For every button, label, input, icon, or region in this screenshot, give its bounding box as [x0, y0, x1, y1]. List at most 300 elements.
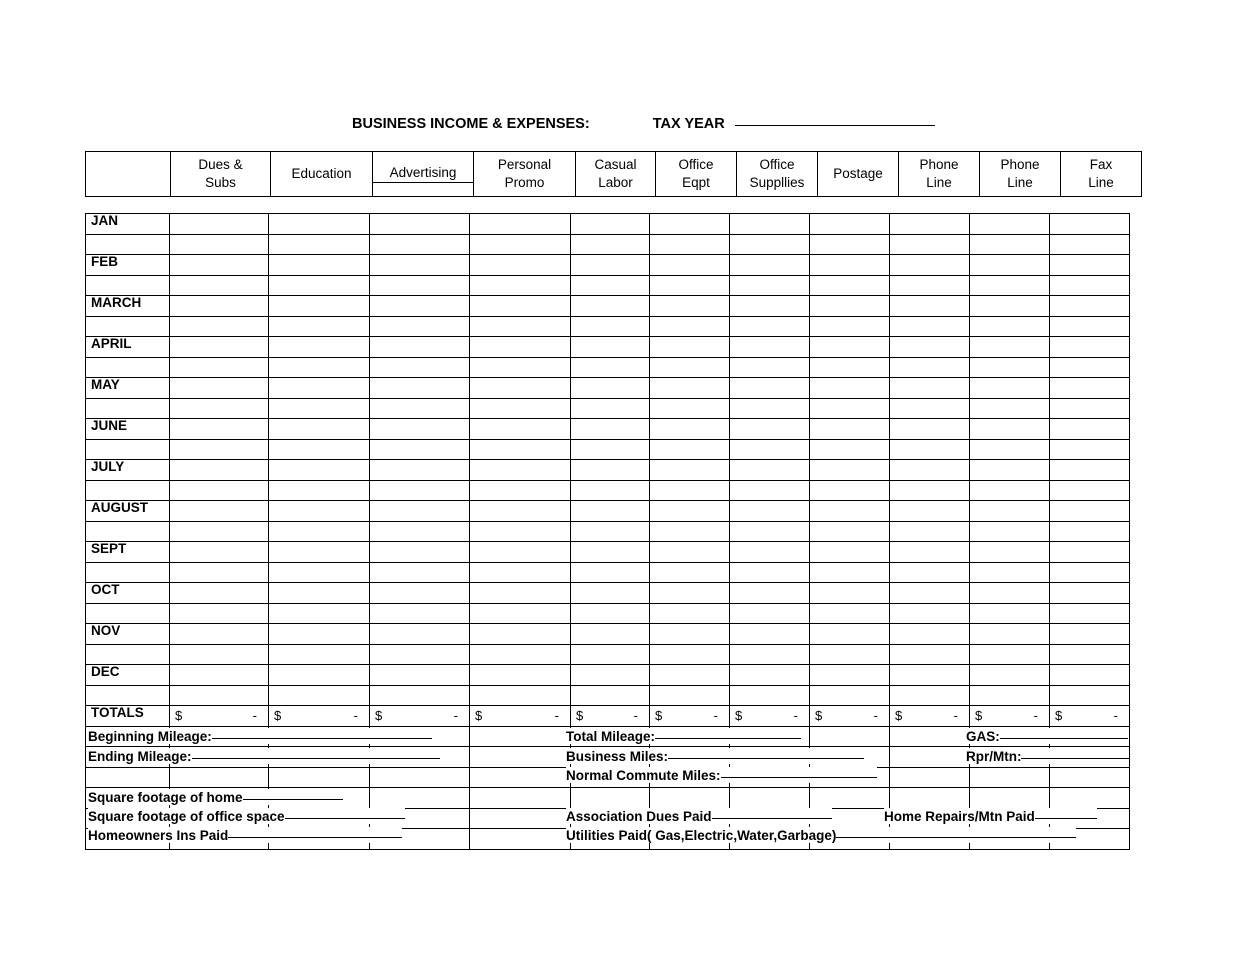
entry-cell[interactable]: [650, 583, 730, 604]
entry-cell[interactable]: [650, 562, 730, 583]
home-repairs-field[interactable]: Home Repairs/Mtn Paid: [884, 808, 1097, 824]
entry-cell[interactable]: [970, 480, 1050, 501]
entry-cell[interactable]: [370, 296, 470, 317]
entry-cell[interactable]: [1050, 337, 1130, 358]
entry-cell[interactable]: [730, 378, 810, 399]
entry-cell[interactable]: [470, 562, 571, 583]
entry-cell[interactable]: [1050, 419, 1130, 440]
entry-cell[interactable]: [970, 357, 1050, 378]
entry-cell[interactable]: [970, 644, 1050, 665]
entry-cell[interactable]: [470, 644, 571, 665]
entry-cell[interactable]: [730, 460, 810, 481]
entry-cell[interactable]: [730, 603, 810, 624]
entry-cell[interactable]: [730, 542, 810, 563]
entry-cell[interactable]: [890, 562, 970, 583]
entry-cell[interactable]: [170, 562, 269, 583]
entry-cell[interactable]: [470, 583, 571, 604]
entry-cell[interactable]: [470, 439, 571, 460]
entry-cell[interactable]: [571, 398, 650, 419]
entry-cell[interactable]: [650, 357, 730, 378]
entry-cell[interactable]: [370, 378, 470, 399]
entry-cell[interactable]: [970, 501, 1050, 522]
entry-cell[interactable]: [890, 521, 970, 542]
entry-cell[interactable]: [730, 480, 810, 501]
entry-cell[interactable]: [810, 337, 890, 358]
utilities-paid-field[interactable]: Utilities Paid( Gas,Electric,Water,Garbage): [566, 827, 1076, 843]
entry-cell[interactable]: [470, 234, 571, 255]
entry-cell[interactable]: [370, 685, 470, 706]
entry-cell[interactable]: [170, 603, 269, 624]
entry-cell[interactable]: [370, 357, 470, 378]
entry-cell[interactable]: [86, 767, 170, 788]
entry-cell[interactable]: [370, 214, 470, 235]
entry-cell[interactable]: [170, 624, 269, 645]
entry-cell[interactable]: [170, 378, 269, 399]
association-dues-field[interactable]: Association Dues Paid: [566, 808, 832, 824]
entry-cell[interactable]: [730, 337, 810, 358]
entry-cell[interactable]: [890, 480, 970, 501]
entry-cell[interactable]: [650, 542, 730, 563]
entry-cell[interactable]: [650, 439, 730, 460]
entry-cell[interactable]: [571, 255, 650, 276]
entry-cell[interactable]: [269, 767, 370, 788]
entry-cell[interactable]: [1050, 214, 1130, 235]
entry-cell[interactable]: [269, 357, 370, 378]
entry-cell[interactable]: [970, 439, 1050, 460]
entry-cell[interactable]: [571, 419, 650, 440]
entry-cell[interactable]: [571, 357, 650, 378]
entry-cell[interactable]: [810, 296, 890, 317]
total-mileage-field[interactable]: Total Mileage:: [566, 728, 801, 744]
entry-cell[interactable]: [810, 726, 890, 747]
entry-cell[interactable]: [470, 829, 571, 850]
entry-cell[interactable]: [1050, 255, 1130, 276]
entry-cell[interactable]: [470, 542, 571, 563]
entry-cell[interactable]: [1050, 378, 1130, 399]
entry-cell[interactable]: [269, 583, 370, 604]
entry-cell[interactable]: [269, 624, 370, 645]
entry-cell[interactable]: [470, 480, 571, 501]
business-miles-field[interactable]: Business Miles:: [566, 748, 864, 764]
entry-cell[interactable]: [170, 583, 269, 604]
entry-cell[interactable]: [650, 603, 730, 624]
entry-cell[interactable]: [170, 337, 269, 358]
entry-cell[interactable]: [890, 316, 970, 337]
entry-cell[interactable]: [170, 644, 269, 665]
entry-cell[interactable]: [571, 685, 650, 706]
entry-cell[interactable]: [1050, 275, 1130, 296]
entry-cell[interactable]: [269, 255, 370, 276]
beginning-mileage-field[interactable]: Beginning Mileage:: [88, 728, 432, 744]
entry-cell[interactable]: [890, 583, 970, 604]
entry-cell[interactable]: [650, 624, 730, 645]
entry-cell[interactable]: [571, 501, 650, 522]
entry-cell[interactable]: [170, 398, 269, 419]
entry-cell[interactable]: [370, 583, 470, 604]
entry-cell[interactable]: [470, 726, 571, 747]
entry-cell[interactable]: [370, 234, 470, 255]
entry-cell[interactable]: [269, 542, 370, 563]
entry-cell[interactable]: [1050, 542, 1130, 563]
entry-cell[interactable]: [1050, 234, 1130, 255]
entry-cell[interactable]: [650, 419, 730, 440]
entry-cell[interactable]: [810, 316, 890, 337]
entry-cell[interactable]: [970, 296, 1050, 317]
entry-cell[interactable]: [810, 419, 890, 440]
entry-cell[interactable]: [571, 480, 650, 501]
entry-cell[interactable]: [470, 337, 571, 358]
entry-cell[interactable]: [571, 788, 650, 809]
entry-cell[interactable]: [470, 378, 571, 399]
entry-cell[interactable]: [970, 542, 1050, 563]
entry-cell[interactable]: [370, 439, 470, 460]
entry-cell[interactable]: [1050, 439, 1130, 460]
entry-cell[interactable]: [571, 316, 650, 337]
entry-cell[interactable]: [730, 275, 810, 296]
entry-cell[interactable]: [650, 234, 730, 255]
entry-cell[interactable]: [650, 296, 730, 317]
entry-cell[interactable]: [571, 234, 650, 255]
entry-cell[interactable]: [269, 378, 370, 399]
entry-cell[interactable]: [470, 255, 571, 276]
entry-cell[interactable]: [370, 337, 470, 358]
homeowners-ins-field[interactable]: Homeowners Ins Paid: [88, 827, 402, 843]
entry-cell[interactable]: [890, 214, 970, 235]
entry-cell[interactable]: [571, 603, 650, 624]
entry-cell[interactable]: [571, 665, 650, 686]
entry-cell[interactable]: [970, 234, 1050, 255]
entry-cell[interactable]: [970, 788, 1050, 809]
entry-cell[interactable]: [269, 296, 370, 317]
entry-cell[interactable]: [890, 685, 970, 706]
entry-cell[interactable]: [730, 501, 810, 522]
entry-cell[interactable]: [170, 255, 269, 276]
entry-cell[interactable]: [650, 788, 730, 809]
entry-cell[interactable]: [370, 788, 470, 809]
entry-cell[interactable]: [650, 521, 730, 542]
entry-cell[interactable]: [1050, 788, 1130, 809]
entry-cell[interactable]: [810, 665, 890, 686]
entry-cell[interactable]: [269, 603, 370, 624]
entry-cell[interactable]: [370, 501, 470, 522]
entry-cell[interactable]: [890, 296, 970, 317]
entry-cell[interactable]: [470, 747, 571, 768]
entry-cell[interactable]: [810, 234, 890, 255]
entry-cell[interactable]: [470, 624, 571, 645]
entry-cell[interactable]: [890, 419, 970, 440]
entry-cell[interactable]: [970, 460, 1050, 481]
entry-cell[interactable]: [810, 439, 890, 460]
entry-cell[interactable]: [269, 644, 370, 665]
entry-cell[interactable]: [810, 480, 890, 501]
entry-cell[interactable]: [470, 316, 571, 337]
entry-cell[interactable]: [470, 685, 571, 706]
entry-cell[interactable]: [370, 542, 470, 563]
entry-cell[interactable]: [370, 275, 470, 296]
entry-cell[interactable]: [170, 234, 269, 255]
entry-cell[interactable]: [650, 398, 730, 419]
entry-cell[interactable]: [571, 378, 650, 399]
entry-cell[interactable]: [970, 767, 1050, 788]
ending-mileage-field[interactable]: Ending Mileage:: [88, 748, 440, 764]
entry-cell[interactable]: [571, 624, 650, 645]
entry-cell[interactable]: [370, 255, 470, 276]
entry-cell[interactable]: [571, 521, 650, 542]
entry-cell[interactable]: [730, 685, 810, 706]
entry-cell[interactable]: [650, 460, 730, 481]
entry-cell[interactable]: [810, 398, 890, 419]
entry-cell[interactable]: [890, 357, 970, 378]
rpr-mtn-field[interactable]: Rpr/Mtn:: [966, 748, 1129, 764]
entry-cell[interactable]: [810, 501, 890, 522]
entry-cell[interactable]: [571, 275, 650, 296]
entry-cell[interactable]: [1050, 316, 1130, 337]
entry-cell[interactable]: [170, 316, 269, 337]
entry-cell[interactable]: [810, 255, 890, 276]
entry-cell[interactable]: [1050, 398, 1130, 419]
entry-cell[interactable]: [571, 337, 650, 358]
entry-cell[interactable]: [269, 234, 370, 255]
entry-cell[interactable]: [810, 562, 890, 583]
entry-cell[interactable]: [170, 685, 269, 706]
entry-cell[interactable]: [890, 255, 970, 276]
entry-cell[interactable]: [730, 644, 810, 665]
entry-cell[interactable]: [1050, 296, 1130, 317]
entry-cell[interactable]: [730, 255, 810, 276]
entry-cell[interactable]: [810, 788, 890, 809]
entry-cell[interactable]: [1050, 357, 1130, 378]
entry-cell[interactable]: [370, 316, 470, 337]
entry-cell[interactable]: [370, 562, 470, 583]
entry-cell[interactable]: [890, 603, 970, 624]
entry-cell[interactable]: [571, 644, 650, 665]
entry-cell[interactable]: [890, 234, 970, 255]
entry-cell[interactable]: [571, 562, 650, 583]
entry-cell[interactable]: [650, 378, 730, 399]
entry-cell[interactable]: [370, 398, 470, 419]
entry-cell[interactable]: [470, 501, 571, 522]
entry-cell[interactable]: [1050, 603, 1130, 624]
square-footage-office-field[interactable]: Square footage of office space: [88, 808, 405, 824]
entry-cell[interactable]: [370, 521, 470, 542]
entry-cell[interactable]: [810, 275, 890, 296]
entry-cell[interactable]: [970, 214, 1050, 235]
entry-cell[interactable]: [170, 214, 269, 235]
entry-cell[interactable]: [370, 480, 470, 501]
entry-cell[interactable]: [1050, 562, 1130, 583]
entry-cell[interactable]: [730, 419, 810, 440]
entry-cell[interactable]: [810, 603, 890, 624]
entry-cell[interactable]: [571, 583, 650, 604]
entry-cell[interactable]: [470, 275, 571, 296]
entry-cell[interactable]: [970, 255, 1050, 276]
entry-cell[interactable]: [730, 357, 810, 378]
gas-field[interactable]: GAS:: [966, 728, 1128, 744]
entry-cell[interactable]: [370, 665, 470, 686]
entry-cell[interactable]: [970, 419, 1050, 440]
entry-cell[interactable]: [970, 562, 1050, 583]
entry-cell[interactable]: [730, 583, 810, 604]
entry-cell[interactable]: [890, 644, 970, 665]
entry-cell[interactable]: [269, 439, 370, 460]
entry-cell[interactable]: [370, 644, 470, 665]
entry-cell[interactable]: [470, 398, 571, 419]
entry-cell[interactable]: [470, 665, 571, 686]
entry-cell[interactable]: [470, 419, 571, 440]
entry-cell[interactable]: [890, 624, 970, 645]
entry-cell[interactable]: [269, 665, 370, 686]
entry-cell[interactable]: [970, 337, 1050, 358]
entry-cell[interactable]: [269, 562, 370, 583]
entry-cell[interactable]: [810, 378, 890, 399]
entry-cell[interactable]: [269, 460, 370, 481]
entry-cell[interactable]: [269, 501, 370, 522]
entry-cell[interactable]: [810, 521, 890, 542]
entry-cell[interactable]: [1050, 583, 1130, 604]
entry-cell[interactable]: [170, 419, 269, 440]
entry-cell[interactable]: [810, 357, 890, 378]
entry-cell[interactable]: [730, 665, 810, 686]
entry-cell[interactable]: [1050, 480, 1130, 501]
entry-cell[interactable]: [370, 603, 470, 624]
entry-cell[interactable]: [890, 767, 970, 788]
entry-cell[interactable]: [1050, 644, 1130, 665]
entry-cell[interactable]: [170, 542, 269, 563]
entry-cell[interactable]: [269, 419, 370, 440]
entry-cell[interactable]: [810, 624, 890, 645]
entry-cell[interactable]: [470, 788, 571, 809]
entry-cell[interactable]: [269, 316, 370, 337]
entry-cell[interactable]: [170, 439, 269, 460]
entry-cell[interactable]: [730, 234, 810, 255]
entry-cell[interactable]: [470, 808, 571, 829]
entry-cell[interactable]: [1050, 501, 1130, 522]
entry-cell[interactable]: [370, 624, 470, 645]
entry-cell[interactable]: [370, 460, 470, 481]
entry-cell[interactable]: [470, 357, 571, 378]
square-footage-home-field[interactable]: Square footage of home: [88, 789, 343, 805]
entry-cell[interactable]: [730, 398, 810, 419]
entry-cell[interactable]: [730, 439, 810, 460]
entry-cell[interactable]: [890, 665, 970, 686]
entry-cell[interactable]: [890, 398, 970, 419]
entry-cell[interactable]: [269, 521, 370, 542]
entry-cell[interactable]: [650, 644, 730, 665]
entry-cell[interactable]: [1050, 685, 1130, 706]
entry-cell[interactable]: [1050, 665, 1130, 686]
entry-cell[interactable]: [370, 419, 470, 440]
entry-cell[interactable]: [269, 480, 370, 501]
entry-cell[interactable]: [170, 275, 269, 296]
entry-cell[interactable]: [890, 439, 970, 460]
entry-cell[interactable]: [890, 275, 970, 296]
entry-cell[interactable]: [890, 460, 970, 481]
entry-cell[interactable]: [970, 521, 1050, 542]
entry-cell[interactable]: [970, 398, 1050, 419]
entry-cell[interactable]: [650, 337, 730, 358]
entry-cell[interactable]: [571, 439, 650, 460]
entry-cell[interactable]: [170, 665, 269, 686]
entry-cell[interactable]: [650, 255, 730, 276]
entry-cell[interactable]: [370, 767, 470, 788]
entry-cell[interactable]: [269, 398, 370, 419]
entry-cell[interactable]: [810, 644, 890, 665]
entry-cell[interactable]: [810, 214, 890, 235]
entry-cell[interactable]: [650, 665, 730, 686]
entry-cell[interactable]: [730, 214, 810, 235]
entry-cell[interactable]: [170, 521, 269, 542]
entry-cell[interactable]: [170, 460, 269, 481]
entry-cell[interactable]: [650, 275, 730, 296]
entry-cell[interactable]: [970, 624, 1050, 645]
entry-cell[interactable]: [730, 624, 810, 645]
entry-cell[interactable]: [650, 685, 730, 706]
entry-cell[interactable]: [890, 542, 970, 563]
normal-commute-miles-field[interactable]: Normal Commute Miles:: [566, 767, 877, 783]
entry-cell[interactable]: [970, 378, 1050, 399]
entry-cell[interactable]: [650, 214, 730, 235]
entry-cell[interactable]: [1050, 521, 1130, 542]
entry-cell[interactable]: [170, 501, 269, 522]
entry-cell[interactable]: [571, 460, 650, 481]
entry-cell[interactable]: [890, 501, 970, 522]
entry-cell[interactable]: [571, 214, 650, 235]
entry-cell[interactable]: [650, 501, 730, 522]
entry-cell[interactable]: [470, 521, 571, 542]
entry-cell[interactable]: [730, 562, 810, 583]
entry-cell[interactable]: [269, 275, 370, 296]
entry-cell[interactable]: [571, 296, 650, 317]
entry-cell[interactable]: [269, 337, 370, 358]
entry-cell[interactable]: [730, 296, 810, 317]
entry-cell[interactable]: [1050, 624, 1130, 645]
entry-cell[interactable]: [810, 460, 890, 481]
entry-cell[interactable]: [571, 542, 650, 563]
entry-cell[interactable]: [970, 603, 1050, 624]
entry-cell[interactable]: [170, 296, 269, 317]
entry-cell[interactable]: [170, 357, 269, 378]
entry-cell[interactable]: [810, 542, 890, 563]
entry-cell[interactable]: [269, 685, 370, 706]
entry-cell[interactable]: [810, 685, 890, 706]
entry-cell[interactable]: [730, 521, 810, 542]
entry-cell[interactable]: [890, 726, 970, 747]
entry-cell[interactable]: [890, 378, 970, 399]
entry-cell[interactable]: [470, 296, 571, 317]
entry-cell[interactable]: [890, 337, 970, 358]
entry-cell[interactable]: [730, 788, 810, 809]
entry-cell[interactable]: [970, 275, 1050, 296]
entry-cell[interactable]: [890, 747, 970, 768]
entry-cell[interactable]: [970, 685, 1050, 706]
entry-cell[interactable]: [970, 583, 1050, 604]
entry-cell[interactable]: [470, 214, 571, 235]
entry-cell[interactable]: [1050, 767, 1130, 788]
entry-cell[interactable]: [170, 480, 269, 501]
entry-cell[interactable]: [1050, 460, 1130, 481]
entry-cell[interactable]: [470, 460, 571, 481]
entry-cell[interactable]: [470, 603, 571, 624]
entry-cell[interactable]: [470, 767, 571, 788]
entry-cell[interactable]: [890, 788, 970, 809]
entry-cell[interactable]: [970, 316, 1050, 337]
entry-cell[interactable]: [970, 665, 1050, 686]
entry-cell[interactable]: [650, 316, 730, 337]
tax-year-input-line[interactable]: [735, 114, 935, 126]
entry-cell[interactable]: [810, 583, 890, 604]
entry-cell[interactable]: [269, 214, 370, 235]
entry-cell[interactable]: [170, 767, 269, 788]
